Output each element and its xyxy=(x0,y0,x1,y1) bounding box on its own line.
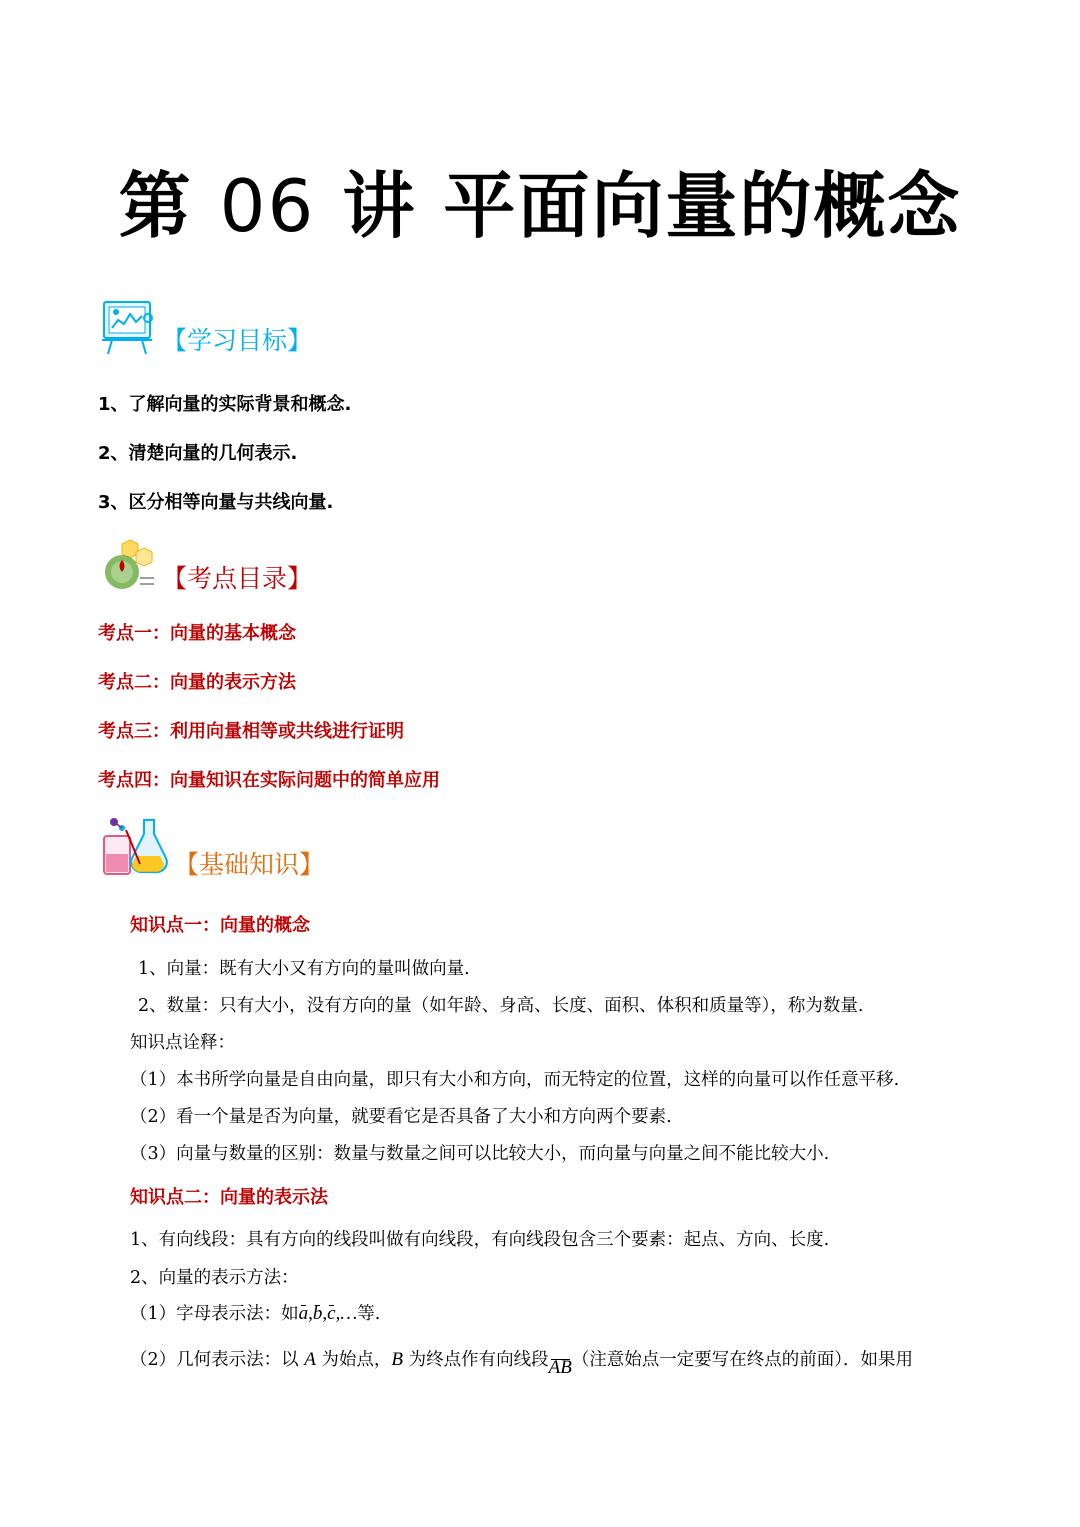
geo-notation-prefix: （2）几何表示法：以 xyxy=(130,1350,299,1370)
kp2-geometric-notation xyxy=(130,1346,914,1378)
kp1-line-2: 2、数量：只有大小，没有方向的量（如年龄、身高、长度、面积、体积和质量等），称为数量. xyxy=(138,996,864,1016)
kp1-heading: 知识点一：向量的概念 xyxy=(130,915,310,936)
kp1-line-1: 1、向量：既有大小又有方向的量叫做向量. xyxy=(138,959,470,979)
title-prefix: 第 xyxy=(118,164,193,248)
point-b: B xyxy=(391,1349,404,1370)
kp1-note-label: 知识点诠释： xyxy=(130,1033,235,1053)
kp1-note-1: （1）本书所学向量是自由向量，即只有大小和方向，而无特定的位置，这样的向量可以作任意平移. xyxy=(130,1070,900,1090)
learning-goals-label: 【学习目标】 xyxy=(162,326,313,355)
kp1-note-3: （3）向量与数量的区别：数量与数量之间可以比较大小，而向量与向量之间不能比较大小. xyxy=(130,1144,830,1164)
kp2-letter-notation xyxy=(130,1300,380,1325)
page-title xyxy=(0,148,1080,252)
vector-ellipsis: ,… xyxy=(335,1303,358,1324)
presentation-board-icon xyxy=(100,298,158,356)
beaker-flask-icon xyxy=(100,814,170,880)
exam-point-4: 考点四：向量知识在实际问题中的简单应用 xyxy=(98,770,440,791)
goal-item-2: 2、清楚向量的几何表示. xyxy=(98,443,298,464)
goal-item-1: 1、了解向量的实际背景和概念. xyxy=(98,394,352,415)
vector-a: a xyxy=(298,1303,309,1324)
title-suffix: 讲 平面向量的概念 xyxy=(342,164,962,248)
exam-points-header xyxy=(100,536,312,594)
letter-notation-suffix: 等. xyxy=(357,1304,381,1324)
exam-point-3: 考点三：利用向量相等或共线进行证明 xyxy=(98,721,404,742)
vector-ab: AB xyxy=(548,1357,572,1378)
kp2-line-1: 1、有向线段：具有方向的线段叫做有向线段，有向线段包含三个要素：起点、方向、长度. xyxy=(130,1230,830,1250)
goal-item-3: 3、区分相等向量与共线向量. xyxy=(98,492,334,513)
vector-symbols: a,b,c,… xyxy=(298,1303,358,1324)
kp2-line-2: 2、向量的表示方法： xyxy=(130,1268,299,1288)
kp2-heading: 知识点二：向量的表示法 xyxy=(130,1187,328,1208)
letter-notation-prefix: （1）字母表示法：如 xyxy=(130,1304,299,1324)
exam-point-1: 考点一：向量的基本概念 xyxy=(98,623,296,644)
basics-header xyxy=(100,814,324,880)
vector-c: c xyxy=(327,1303,336,1324)
basics-label: 【基础知识】 xyxy=(174,850,325,879)
exam-points-label: 【考点目录】 xyxy=(162,564,313,593)
flask-hexagon-icon xyxy=(100,536,158,594)
title-number: 06 xyxy=(219,164,316,248)
vector-b: b xyxy=(312,1303,323,1324)
learning-goals-header xyxy=(100,298,312,356)
geo-notation-suffix: （注意始点一定要写在终点的前面）．如果用 xyxy=(571,1350,914,1370)
exam-point-2: 考点二：向量的表示方法 xyxy=(98,672,296,693)
geo-notation-mid-2: 为终点作有向线段 xyxy=(408,1350,549,1370)
kp1-note-2: （2）看一个量是否为向量，就要看它是否具备了大小和方向两个要素. xyxy=(130,1107,672,1127)
geo-notation-mid-1: 为始点， xyxy=(321,1350,392,1370)
point-a: A xyxy=(304,1349,316,1370)
